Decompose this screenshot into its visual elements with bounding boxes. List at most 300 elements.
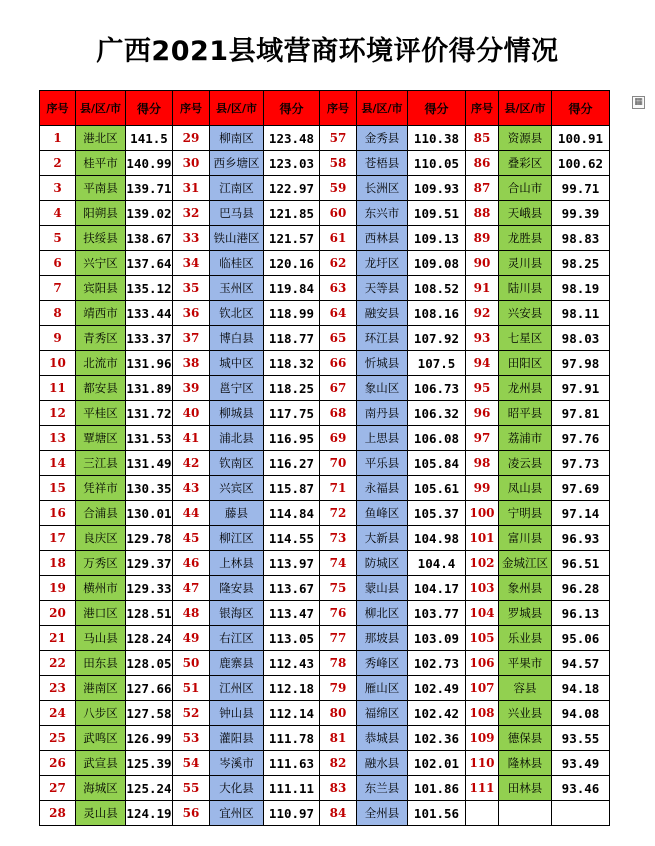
county-cell: 三江县 [76,451,126,476]
county-cell: 忻城县 [357,351,408,376]
score-cell: 117.75 [264,401,320,426]
score-cell: 109.51 [408,201,466,226]
county-cell: 象山区 [357,376,408,401]
rank-cell: 87 [466,176,499,201]
rank-cell: 45 [173,526,210,551]
county-cell: 环江县 [357,326,408,351]
county-cell: 龙圩区 [357,251,408,276]
header-score: 得分 [552,91,610,126]
rank-cell: 72 [320,501,357,526]
score-cell: 104.98 [408,526,466,551]
rank-cell: 64 [320,301,357,326]
rank-cell: 48 [173,601,210,626]
page-title: 广西2021县域营商环境评价得分情况 [96,36,559,67]
county-cell: 平乐县 [357,451,408,476]
header-rank: 序号 [320,91,357,126]
rank-cell: 95 [466,376,499,401]
table-row [40,801,610,826]
table-row [40,401,610,426]
header-county: 县/区/市 [76,91,126,126]
county-cell: 东兴市 [357,201,408,226]
score-cell: 102.49 [408,676,466,701]
county-cell: 宾阳县 [76,276,126,301]
rank-cell: 74 [320,551,357,576]
rank-cell: 61 [320,226,357,251]
rank-cell: 30 [173,151,210,176]
county-cell: 隆林县 [499,751,552,776]
county-cell: 合山市 [499,176,552,201]
county-cell: 万秀区 [76,551,126,576]
table-row [40,476,610,501]
score-cell: 118.25 [264,376,320,401]
rank-cell: 47 [173,576,210,601]
county-cell: 扶绥县 [76,226,126,251]
county-cell: 西林县 [357,226,408,251]
rank-cell: 67 [320,376,357,401]
county-cell: 昭平县 [499,401,552,426]
rank-cell: 96 [466,401,499,426]
rank-cell: 19 [40,576,76,601]
rank-cell: 106 [466,651,499,676]
county-cell: 藤县 [210,501,264,526]
county-cell: 天峨县 [499,201,552,226]
county-cell: 浦北县 [210,426,264,451]
table-row [40,176,610,201]
county-cell: 海城区 [76,776,126,801]
score-cell: 97.14 [552,501,610,526]
county-cell: 武鸣区 [76,726,126,751]
county-cell: 上思县 [357,426,408,451]
county-cell: 全州县 [357,801,408,826]
score-cell: 98.83 [552,226,610,251]
score-cell: 113.47 [264,601,320,626]
rank-cell: 86 [466,151,499,176]
header-score: 得分 [408,91,466,126]
score-cell: 127.58 [126,701,173,726]
rank-cell: 38 [173,351,210,376]
score-cell: 109.08 [408,251,466,276]
score-cell: 98.25 [552,251,610,276]
county-cell: 融安县 [357,301,408,326]
county-cell: 天等县 [357,276,408,301]
county-cell: 蒙山县 [357,576,408,601]
county-cell: 福绵区 [357,701,408,726]
score-cell: 112.43 [264,651,320,676]
score-cell: 93.49 [552,751,610,776]
rank-cell: 99 [466,476,499,501]
rank-cell: 66 [320,351,357,376]
header-county: 县/区/市 [499,91,552,126]
county-cell: 港北区 [76,126,126,151]
table-body [40,126,610,826]
county-cell: 容县 [499,676,552,701]
score-cell: 111.11 [264,776,320,801]
rank-cell: 93 [466,326,499,351]
score-cell: 100.62 [552,151,610,176]
rank-cell: 26 [40,751,76,776]
county-cell: 田阳区 [499,351,552,376]
county-cell: 秀峰区 [357,651,408,676]
rank-cell: 83 [320,776,357,801]
rank-cell: 17 [40,526,76,551]
score-cell: 111.78 [264,726,320,751]
rank-cell: 104 [466,601,499,626]
rank-cell: 18 [40,551,76,576]
score-cell: 130.35 [126,476,173,501]
score-cell: 135.12 [126,276,173,301]
score-cell: 140.99 [126,151,173,176]
rank-cell: 28 [40,801,76,826]
score-cell: 133.37 [126,326,173,351]
rank-cell: 88 [466,201,499,226]
county-cell: 大化县 [210,776,264,801]
rank-cell: 12 [40,401,76,426]
score-cell: 121.57 [264,226,320,251]
rank-cell: 81 [320,726,357,751]
county-cell: 灵川县 [499,251,552,276]
county-cell: 宜州区 [210,801,264,826]
rank-cell: 41 [173,426,210,451]
score-cell: 96.28 [552,576,610,601]
county-cell: 城中区 [210,351,264,376]
score-cell: 96.93 [552,526,610,551]
rank-cell: 94 [466,351,499,376]
county-cell: 横州市 [76,576,126,601]
rank-cell: 46 [173,551,210,576]
county-cell: 平果市 [499,651,552,676]
score-cell: 95.06 [552,626,610,651]
county-cell: 田林县 [499,776,552,801]
score-cell: 116.27 [264,451,320,476]
rank-cell: 103 [466,576,499,601]
county-cell: 桂平市 [76,151,126,176]
county-cell: 金城江区 [499,551,552,576]
header-rank: 序号 [466,91,499,126]
rank-cell: 80 [320,701,357,726]
rank-cell: 82 [320,751,357,776]
rank-cell: 10 [40,351,76,376]
county-cell: 江州区 [210,676,264,701]
county-cell: 防城区 [357,551,408,576]
score-cell: 128.05 [126,651,173,676]
table-row [40,251,610,276]
score-cell: 102.42 [408,701,466,726]
county-cell: 兴业县 [499,701,552,726]
rank-cell: 79 [320,676,357,701]
county-cell: 灌阳县 [210,726,264,751]
score-cell: 110.05 [408,151,466,176]
rank-cell: 14 [40,451,76,476]
score-cell: 115.87 [264,476,320,501]
county-cell: 铁山港区 [210,226,264,251]
county-cell: 资源县 [499,126,552,151]
score-cell: 99.71 [552,176,610,201]
rank-cell: 92 [466,301,499,326]
table-row [40,226,610,251]
score-cell: 137.64 [126,251,173,276]
county-cell: 平南县 [76,176,126,201]
score-cell: 133.44 [126,301,173,326]
rank-cell: 20 [40,601,76,626]
rank-cell: 73 [320,526,357,551]
table-row [40,276,610,301]
county-cell: 靖西市 [76,301,126,326]
county-cell: 雁山区 [357,676,408,701]
county-cell: 柳城县 [210,401,264,426]
county-cell: 凤山县 [499,476,552,501]
county-cell: 岑溪市 [210,751,264,776]
rank-cell: 53 [173,726,210,751]
county-cell: 西乡塘区 [210,151,264,176]
county-cell: 那坡县 [357,626,408,651]
spreadsheet-icon[interactable]: ▦ [632,96,645,109]
score-cell: 141.5 [126,126,173,151]
table-row [40,151,610,176]
score-cell: 109.13 [408,226,466,251]
rank-cell: 89 [466,226,499,251]
score-cell: 108.16 [408,301,466,326]
score-cell: 123.03 [264,151,320,176]
county-cell: 八步区 [76,701,126,726]
rank-cell: 2 [40,151,76,176]
rank-cell: 101 [466,526,499,551]
score-cell: 105.84 [408,451,466,476]
score-cell: 97.69 [552,476,610,501]
table-row [40,676,610,701]
rank-cell: 44 [173,501,210,526]
rank-cell: 51 [173,676,210,701]
score-table [39,90,610,826]
rank-cell: 55 [173,776,210,801]
rank-cell: 105 [466,626,499,651]
rank-cell: 31 [173,176,210,201]
header-county: 县/区/市 [357,91,408,126]
county-cell: 德保县 [499,726,552,751]
county-cell: 江南区 [210,176,264,201]
county-cell: 钦南区 [210,451,264,476]
score-cell: 120.16 [264,251,320,276]
county-cell: 鹿寨县 [210,651,264,676]
score-cell: 110.38 [408,126,466,151]
rank-cell: 5 [40,226,76,251]
score-cell: 103.09 [408,626,466,651]
county-cell: 长洲区 [357,176,408,201]
county-cell: 平桂区 [76,401,126,426]
score-cell: 108.52 [408,276,466,301]
rank-cell: 35 [173,276,210,301]
rank-cell: 50 [173,651,210,676]
score-cell: 97.73 [552,451,610,476]
rank-cell: 22 [40,651,76,676]
rank-cell: 78 [320,651,357,676]
table-row [40,576,610,601]
empty-cell [552,801,610,826]
score-cell: 122.97 [264,176,320,201]
score-cell: 94.08 [552,701,610,726]
rank-cell: 4 [40,201,76,226]
score-cell: 97.91 [552,376,610,401]
header-score: 得分 [126,91,173,126]
score-cell: 101.86 [408,776,466,801]
rank-cell: 33 [173,226,210,251]
county-cell: 田东县 [76,651,126,676]
rank-cell: 21 [40,626,76,651]
county-cell: 象州县 [499,576,552,601]
score-cell: 104.17 [408,576,466,601]
rank-cell: 110 [466,751,499,776]
county-cell: 荔浦市 [499,426,552,451]
county-cell: 富川县 [499,526,552,551]
county-cell: 港南区 [76,676,126,701]
rank-cell: 98 [466,451,499,476]
table-row [40,651,610,676]
county-cell: 鱼峰区 [357,501,408,526]
rank-cell: 52 [173,701,210,726]
score-cell: 123.48 [264,126,320,151]
rank-cell: 9 [40,326,76,351]
rank-cell: 100 [466,501,499,526]
score-cell: 96.51 [552,551,610,576]
rank-cell: 76 [320,601,357,626]
score-cell: 105.61 [408,476,466,501]
county-cell: 叠彩区 [499,151,552,176]
empty-cell [466,801,499,826]
table-row [40,201,610,226]
table-row [40,376,610,401]
score-cell: 102.73 [408,651,466,676]
header-rank: 序号 [40,91,76,126]
score-cell: 100.91 [552,126,610,151]
rank-cell: 54 [173,751,210,776]
rank-cell: 97 [466,426,499,451]
rank-cell: 13 [40,426,76,451]
rank-cell: 29 [173,126,210,151]
score-cell: 114.55 [264,526,320,551]
score-cell: 139.71 [126,176,173,201]
county-cell: 玉州区 [210,276,264,301]
rank-cell: 102 [466,551,499,576]
score-cell: 104.4 [408,551,466,576]
county-cell: 融水县 [357,751,408,776]
empty-cell [499,801,552,826]
score-cell: 131.72 [126,401,173,426]
score-cell: 110.97 [264,801,320,826]
rank-cell: 62 [320,251,357,276]
county-cell: 兴安县 [499,301,552,326]
score-cell: 107.92 [408,326,466,351]
header-rank: 序号 [173,91,210,126]
rank-cell: 23 [40,676,76,701]
table-row [40,776,610,801]
score-cell: 98.19 [552,276,610,301]
county-cell: 博白县 [210,326,264,351]
table-row [40,551,610,576]
score-cell: 130.01 [126,501,173,526]
rank-cell: 6 [40,251,76,276]
county-cell: 港口区 [76,601,126,626]
score-cell: 99.39 [552,201,610,226]
score-cell: 125.24 [126,776,173,801]
score-cell: 102.36 [408,726,466,751]
score-cell: 124.19 [126,801,173,826]
county-cell: 陆川县 [499,276,552,301]
score-cell: 139.02 [126,201,173,226]
rank-cell: 57 [320,126,357,151]
county-cell: 钦北区 [210,301,264,326]
rank-cell: 63 [320,276,357,301]
table-row [40,451,610,476]
score-cell: 106.73 [408,376,466,401]
rank-cell: 49 [173,626,210,651]
table-row [40,126,610,151]
rank-cell: 32 [173,201,210,226]
rank-cell: 109 [466,726,499,751]
score-cell: 118.99 [264,301,320,326]
county-cell: 兴宁区 [76,251,126,276]
county-cell: 柳北区 [357,601,408,626]
county-cell: 苍梧县 [357,151,408,176]
score-cell: 138.67 [126,226,173,251]
score-cell: 113.97 [264,551,320,576]
rank-cell: 84 [320,801,357,826]
rank-cell: 3 [40,176,76,201]
rank-cell: 77 [320,626,357,651]
county-cell: 南丹县 [357,401,408,426]
rank-cell: 70 [320,451,357,476]
score-cell: 118.32 [264,351,320,376]
county-cell: 良庆区 [76,526,126,551]
county-cell: 覃塘区 [76,426,126,451]
score-cell: 131.89 [126,376,173,401]
score-cell: 116.95 [264,426,320,451]
score-cell: 98.03 [552,326,610,351]
table-row [40,351,610,376]
rank-cell: 7 [40,276,76,301]
score-cell: 107.5 [408,351,466,376]
score-cell: 118.77 [264,326,320,351]
county-cell: 银海区 [210,601,264,626]
county-cell: 阳朔县 [76,201,126,226]
rank-cell: 37 [173,326,210,351]
county-cell: 临桂区 [210,251,264,276]
rank-cell: 56 [173,801,210,826]
county-cell: 右江区 [210,626,264,651]
county-cell: 灵山县 [76,801,126,826]
score-cell: 98.11 [552,301,610,326]
county-cell: 武宣县 [76,751,126,776]
score-cell: 97.98 [552,351,610,376]
rank-cell: 36 [173,301,210,326]
table-row [40,301,610,326]
header-score: 得分 [264,91,320,126]
score-cell: 101.56 [408,801,466,826]
rank-cell: 42 [173,451,210,476]
score-cell: 128.51 [126,601,173,626]
rank-cell: 58 [320,151,357,176]
score-cell: 105.37 [408,501,466,526]
rank-cell: 111 [466,776,499,801]
county-cell: 龙胜县 [499,226,552,251]
rank-cell: 65 [320,326,357,351]
rank-cell: 91 [466,276,499,301]
score-cell: 113.05 [264,626,320,651]
table-row [40,326,610,351]
score-cell: 119.84 [264,276,320,301]
rank-cell: 59 [320,176,357,201]
score-cell: 97.76 [552,426,610,451]
rank-cell: 27 [40,776,76,801]
rank-cell: 60 [320,201,357,226]
